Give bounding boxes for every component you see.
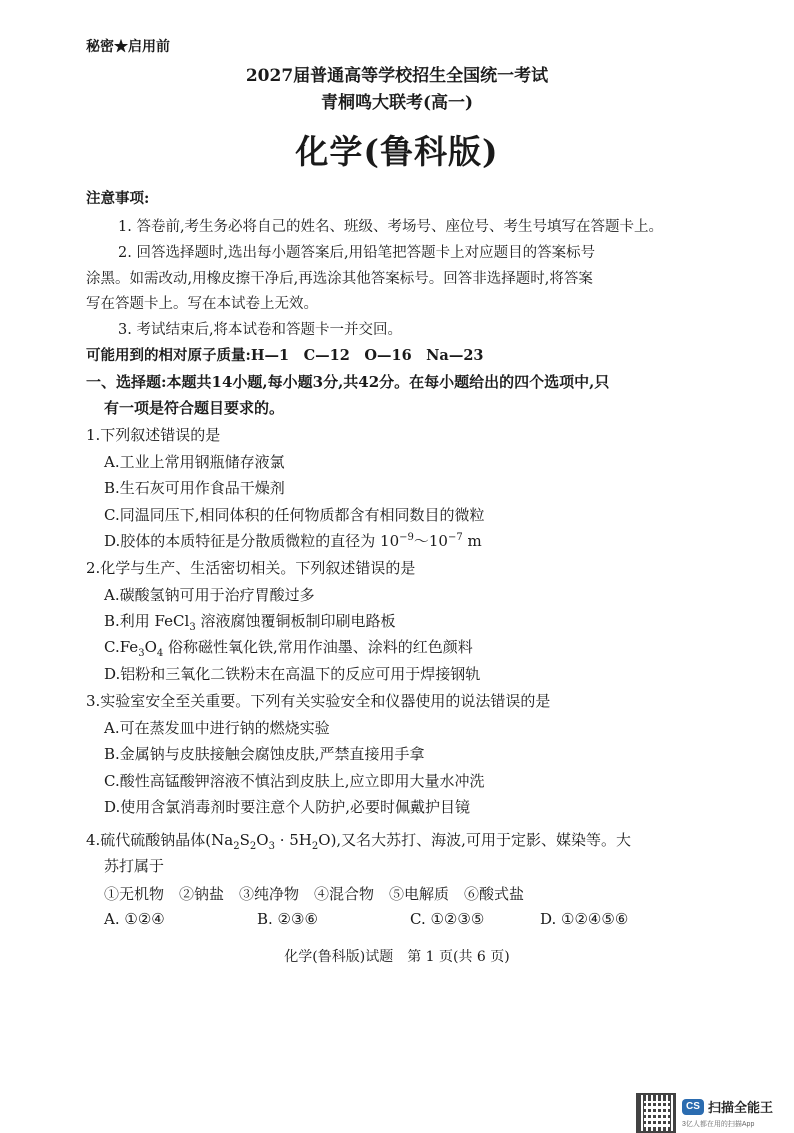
notice-item-2: 2. 回答选择题时,选出每小题答案后,用铅笔把答题卡上对应题目的答案标号 bbox=[118, 245, 596, 261]
q1d-mid: ～10 bbox=[413, 532, 448, 550]
q2b-pre: B.利用 FeCl bbox=[104, 612, 190, 630]
notice-item-1: 1. 答卷前,考生务必将自己的姓名、班级、考场号、座位号、考生号填写在答题卡上。 bbox=[118, 219, 664, 235]
question-1-option-d bbox=[104, 530, 482, 551]
question-3-option-d: D.使用含氯消毒剂时要注意个人防护,必要时佩戴护目镜 bbox=[104, 798, 471, 816]
question-3-option-c: C.酸性高锰酸钾溶液不慎沾到皮肤上,应立即用大量水冲洗 bbox=[104, 772, 485, 790]
question-2-stem: 2.化学与生产、生活密切相关。下列叙述错误的是 bbox=[86, 559, 416, 577]
section-heading-cont: 有一项是符合题目要求的。 bbox=[104, 399, 285, 417]
q1d-exp1: −9 bbox=[399, 532, 414, 543]
notice-item-2-cont: 涂黑。如需改动,用橡皮擦干净后,再选涂其他答案标号。回答非选择题时,将答案 bbox=[86, 271, 593, 287]
q4-sub1: 2 bbox=[233, 841, 240, 852]
q2b-sub: 3 bbox=[189, 622, 196, 633]
confidential-label: 秘密★启用前 bbox=[86, 39, 170, 55]
question-1-stem: 1.下列叙述错误的是 bbox=[86, 426, 221, 444]
question-2-option-b bbox=[104, 610, 395, 631]
question-2-option-a: A.碳酸氢钠可用于治疗胃酸过多 bbox=[104, 586, 315, 604]
q4-sub2: 2 bbox=[249, 841, 257, 852]
question-1-option-b: B.生石灰可用作食品干燥剂 bbox=[104, 479, 285, 497]
q2c-post: 俗称磁性氧化铁,常用作油墨、涂料的红色颜料 bbox=[163, 638, 473, 656]
q4-m2: O bbox=[256, 831, 269, 849]
exam-subtitle: 青桐鸣大联考(高一) bbox=[320, 93, 474, 113]
question-4-items: ①无机物 ②钠盐 ③纯净物 ④混合物 ⑤电解质 ⑥酸式盐 bbox=[104, 885, 525, 903]
question-4-stem bbox=[86, 829, 631, 850]
question-3-option-a: A.可在蒸发皿中进行钠的燃烧实验 bbox=[104, 719, 330, 737]
exam-title: 2027届普通高等学校招生全国统一考试 bbox=[245, 66, 549, 86]
question-3-stem: 3.实验室安全至关重要。下列有关实验安全和仪器使用的说法错误的是 bbox=[86, 692, 551, 710]
q4-m1: S bbox=[239, 831, 250, 849]
q2c-sub1: 3 bbox=[138, 648, 145, 659]
camscanner-logo-icon: CS bbox=[682, 1099, 704, 1115]
question-1-option-a: A.工业上常用钢瓶储存液氯 bbox=[104, 453, 285, 471]
question-4-option-d: D. ①②④⑤⑥ bbox=[540, 910, 629, 928]
question-4-option-a: A. ①②④ bbox=[104, 910, 165, 928]
q1d-unit: m bbox=[462, 532, 482, 550]
section-heading: 一、选择题:本题共14小题,每小题3分,共42分。在每小题给出的四个选项中,只 bbox=[86, 373, 610, 391]
question-2-option-d: D.铝粉和三氧化二铁粉末在高温下的反应可用于焊接钢轨 bbox=[104, 665, 481, 683]
q4-pre: 4.硫代硫酸钠晶体(Na bbox=[86, 831, 234, 849]
q4-end: O),又名大苏打、海波,可用于定影、媒染等。大 bbox=[318, 831, 631, 849]
q1d-text: D.胶体的本质特征是分散质微粒的直径为 10 bbox=[104, 532, 400, 550]
q2c-pre: C.Fe bbox=[104, 638, 139, 656]
qr-code-icon bbox=[636, 1093, 676, 1133]
question-4-stem-cont: 苏打属于 bbox=[104, 857, 165, 875]
question-2-option-c bbox=[104, 636, 473, 657]
question-4-option-b: B. ②③⑥ bbox=[257, 910, 318, 928]
notice-heading: 注意事项: bbox=[86, 190, 150, 207]
subject-title: 化学(鲁科版) bbox=[295, 132, 499, 171]
page-footer: 化学(鲁科版)试题 第 1 页(共 6 页) bbox=[284, 949, 510, 965]
q4-post: · 5H bbox=[274, 831, 312, 849]
q2c-sub2: 4 bbox=[156, 648, 164, 659]
question-1-option-c: C.同温同压下,相同体积的任何物质都含有相同数目的微粒 bbox=[104, 506, 485, 524]
scanner-app-name: 扫描全能王 bbox=[708, 1100, 774, 1115]
q2b-post: 溶液腐蚀覆铜板制印刷电路板 bbox=[195, 612, 396, 630]
q4-sub3: 3 bbox=[268, 841, 275, 852]
notice-item-2-end: 写在答题卡上。写在本试卷上无效。 bbox=[86, 296, 318, 312]
notice-item-3: 3. 考试结束后,将本试卷和答题卡一并交回。 bbox=[118, 322, 403, 338]
q1d-exp2: −7 bbox=[447, 532, 463, 543]
question-3-option-b: B.金属钠与皮肤接触会腐蚀皮肤,严禁直接用手拿 bbox=[104, 745, 425, 763]
question-4-option-c: C. ①②③⑤ bbox=[410, 910, 485, 928]
q2c-mid: O bbox=[144, 638, 157, 656]
scanner-tagline: 3亿人都在用的扫描App bbox=[682, 1121, 755, 1128]
atomic-mass-line: 可能用到的相对原子质量:H—1 C—12 O—16 Na—23 bbox=[86, 347, 484, 364]
q4-sub4: 2 bbox=[311, 841, 319, 852]
